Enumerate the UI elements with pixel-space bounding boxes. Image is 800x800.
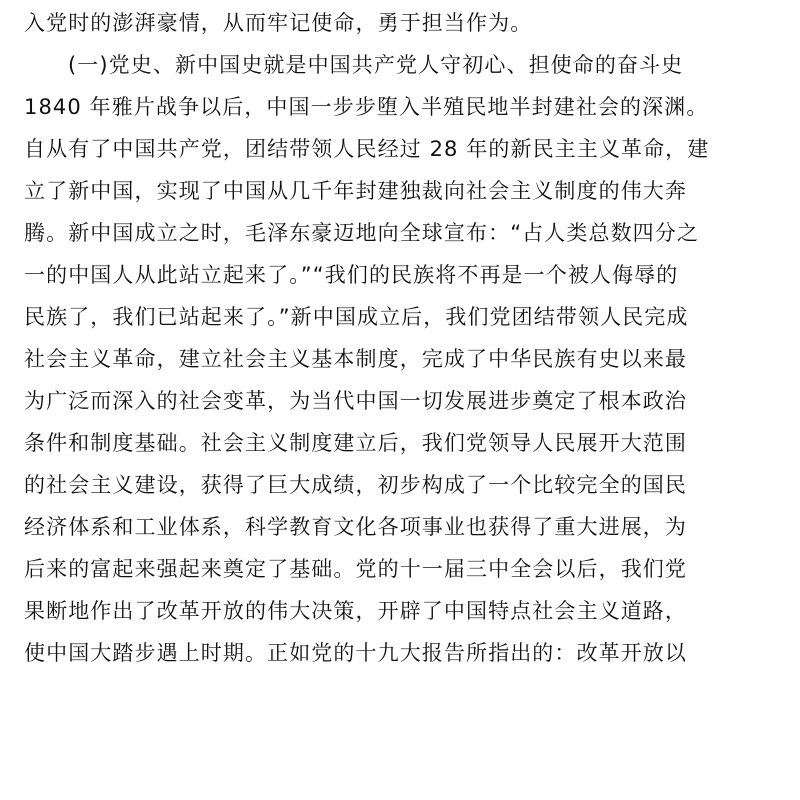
text-line: 果断地作出了改革开放的伟大决策，开辟了中国特点社会主义道路， bbox=[24, 599, 687, 623]
text-line: 为广泛而深入的社会变革，为当代中国一切发展进步奠定了根本政治 bbox=[24, 389, 687, 413]
text-line: 使中国大踏步遇上时期。正如党的十九大报告所指出的：改革开放以 bbox=[24, 641, 687, 665]
body-text bbox=[24, 2, 784, 674]
section-heading: (一)党史、新中国史就是中国共产党人守初心、担使命的奋斗史 bbox=[68, 53, 684, 77]
text-line: 1840 年雅片战争以后，中国一步步堕入半殖民地半封建社会的深渊。 bbox=[24, 95, 709, 119]
text-line: 入党时的澎湃豪情，从而牢记使命，勇于担当作为。 bbox=[24, 11, 533, 35]
text-line: 条件和制度基础。社会主义制度建立后，我们党领导人民展开大范围 bbox=[24, 431, 687, 455]
text-line: 后来的富起来强起来奠定了基础。党的十一届三中全会以后，我们党 bbox=[24, 557, 687, 581]
text-line: 民族了，我们已站起来了。”新中国成立后，我们党团结带领人民完成 bbox=[24, 305, 689, 329]
text-line: 一的中国人从此站立起来了。”“我们的民族将不再是一个被人侮辱的 bbox=[24, 263, 679, 287]
text-line: 经济体系和工业体系，科学教育文化各项事业也获得了重大进展，为 bbox=[24, 515, 687, 539]
text-line: 自从有了中国共产党，团结带领人民经过 28 年的新民主主义革命，建 bbox=[24, 137, 710, 161]
text-line: 的社会主义建设，获得了巨大成绩，初步构成了一个比较完全的国民 bbox=[24, 473, 687, 497]
text-line: 腾。新中国成立之时，毛泽东豪迈地向全球宣布：“占人类总数四分之 bbox=[24, 221, 699, 245]
text-line: 立了新中国，实现了中国从几千年封建独裁向社会主义制度的伟大奔 bbox=[24, 179, 687, 203]
text-line: 社会主义革命，建立社会主义基本制度，完成了中华民族有史以来最 bbox=[24, 347, 687, 371]
